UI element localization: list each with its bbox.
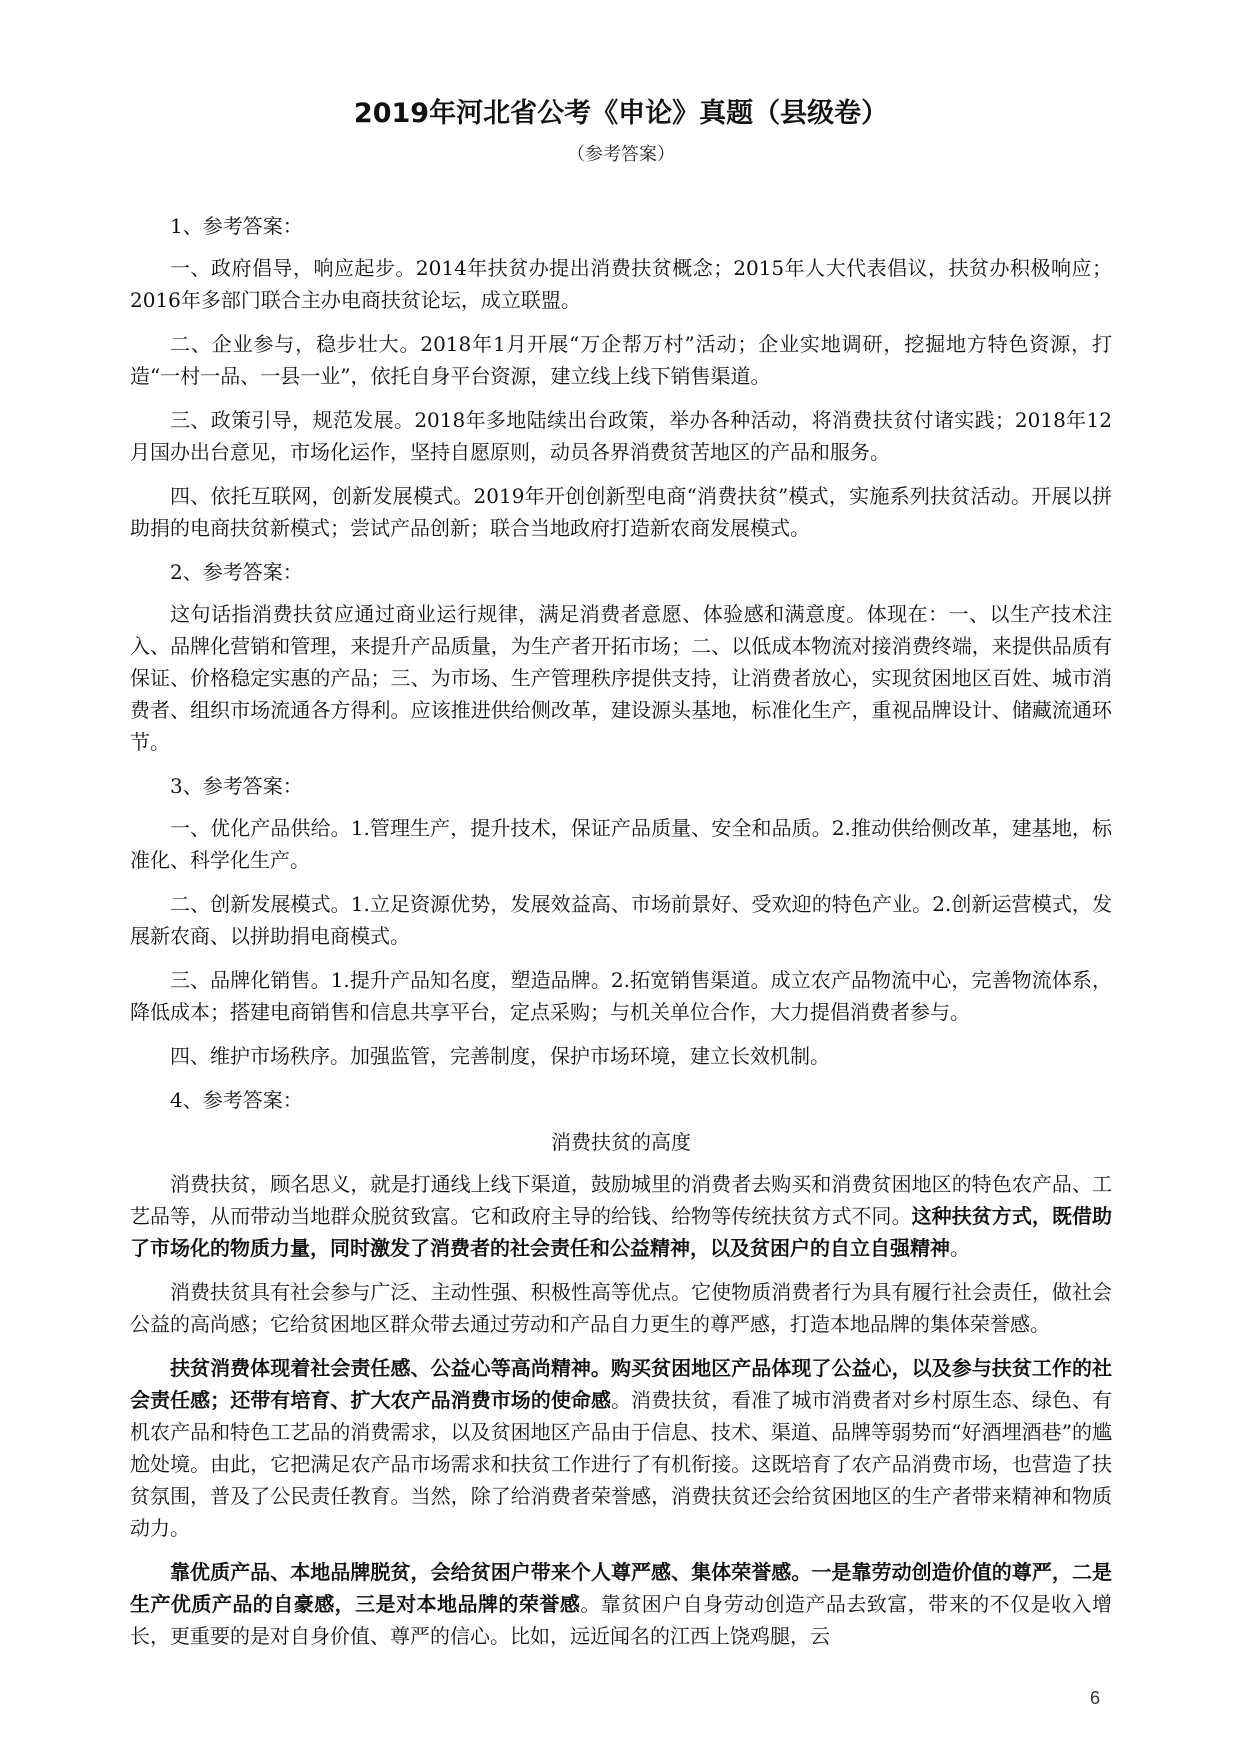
- essay-paragraph-1: [130, 1168, 1112, 1264]
- section-2-paragraph-1: 这句话指消费扶贫应通过商业运行规律，满足消费者意愿、体验感和满意度。体现在：一、以生产技术注入、品牌化营销和管理，来提升产品质量，为生产者开拓市场；二、以低成本物流对接消费终端，来提供品质有保证、价格稳定实惠的产品；三、为市场、生产管理秩序提供支持，让消费者放心，实现贫困地区百姓、城市消费者、组织市场流通各方得利。应该推进供给侧改革，建设源头基地，标准化生产，重视品牌设计、储藏流通环节。: [130, 602, 1112, 754]
- essay-paragraph-1-text: 消费扶贫，顾名思义，就是打通线上线下渠道，鼓励城里的消费者去购买和消费贫困地区的特色农产品、工艺品等，从而带动当地群众脱贫致富。它和政府主导的给钱、给物等传统扶贫方式不同。: [130, 1172, 1112, 1228]
- section-3-heading: 3、参考答案：: [170, 774, 303, 798]
- essay-paragraph-2: 消费扶贫具有社会参与广泛、主动性强、积极性高等优点。它使物质消费者行为具有履行社会责任，做社会公益的高尚感；它给贫困地区群众带去通过劳动和产品自力更生的尊严感，打造本地品牌的集体荣誉感。: [130, 1280, 1112, 1336]
- section-3-paragraph-3: 三、品牌化销售。1.提升产品知名度，塑造品牌。2.拓宽销售渠道。成立农产品物流中心，完善物流体系，降低成本；搭建电商销售和信息共享平台，定点采购；与机关单位合作，大力提倡消费者参与。: [130, 968, 1112, 1024]
- essay-paragraph-3-bold-1: 扶贫消费体现着社会责任感、公益心等高尚精神: [170, 1356, 591, 1380]
- section-3-paragraph-1: 一、优化产品供给。1.管理生产，提升技术，保证产品质量、安全和品质。2.推动供给侧改革，建基地，标准化、科学化生产。: [130, 816, 1112, 872]
- essay-paragraph-1-bold: 这种扶贫方式，既借助了市场化的物质力量，同时激发了消费者的社会责任和公益精神，以及贫困户的自立自强精神: [130, 1204, 1113, 1260]
- section-3-paragraph-4: 四、维护市场秩序。加强监管，完善制度，保护市场环境，建立长效机制。: [170, 1044, 830, 1068]
- essay-paragraph-4-text: 。靠贫困户自身劳动创造产品去致富，带来的不仅是收入增长，更重要的是对自身价值、尊严的信心。比如，远近闻名的江西上饶鸡腿，云: [130, 1592, 1113, 1648]
- section-1-heading: 1、参考答案：: [170, 214, 303, 238]
- essay-paragraph-4: [130, 1556, 1112, 1652]
- document-title: 2019年河北省公考《申论》真题（县级卷）: [353, 98, 889, 129]
- section-1-paragraph-1: 一、政府倡导，响应起步。2014年扶贫办提出消费扶贫概念；2015年人大代表倡议，扶贫办积极响应；2016年多部门联合主办电商扶贫论坛，成立联盟。: [130, 256, 1112, 312]
- essay-paragraph-3-text: 。消费扶贫，看准了城市消费者对乡村原生态、绿色、有机农产品和特色工艺品的消费需求，以及贫困地区产品由于信息、技术、渠道、品牌等弱势而“好酒埋酒巷”的尴尬处境。由此，它把满足农产品市场需求和扶贫工作进行了有机衔接。这既培育了农产品消费市场，也营造了扶贫氛围，普及了公民责任教育。当然，除了给消费者荣誉感，消费扶贫还会给贫困地区的生产者带来精神和物质动力。: [130, 1388, 1112, 1540]
- essay-paragraph-3: [130, 1352, 1112, 1544]
- section-4-heading: 4、参考答案：: [170, 1088, 303, 1112]
- section-1-paragraph-4: 四、依托互联网，创新发展模式。2019年开创创新型电商“消费扶贫”模式，实施系列扶贫活动。开展以拼助捐的电商扶贫新模式；尝试产品创新；联合当地政府打造新农商发展模式。: [130, 484, 1112, 540]
- essay-title: 消费扶贫的高度: [551, 1130, 691, 1154]
- section-2-heading: 2、参考答案：: [170, 560, 303, 584]
- document-subtitle: （参考答案）: [567, 144, 675, 165]
- essay-paragraph-4-bold: 靠优质产品、本地品牌脱贫，会给贫困户带来个人尊严感、集体荣誉感。一是靠劳动创造价值的尊严，二是生产优质产品的自豪感，三是对本地品牌的荣誉感: [130, 1560, 1112, 1616]
- essay-paragraph-3-mid: 。: [590, 1356, 611, 1380]
- section-1-paragraph-2: 二、企业参与，稳步壮大。2018年1月开展“万企帮万村”活动；企业实地调研，挖掘地方特色资源，打造“一村一品、一县一业”，依托自身平台资源，建立线上线下销售渠道。: [130, 332, 1112, 388]
- section-3-paragraph-2: 二、创新发展模式。1.立足资源优势，发展效益高、市场前景好、受欢迎的特色产业。2.创新运营模式，发展新农商、以拼助捐电商模式。: [130, 892, 1112, 948]
- document-page: [130, 96, 1112, 1664]
- essay-paragraph-1-end: 。: [950, 1236, 970, 1260]
- essay-paragraph-3-bold-2: 购买贫困地区产品体现了公益心，以及参与扶贫工作的社会责任感；还带有培育、扩大农产品消费市场的使命感: [130, 1356, 1113, 1412]
- page-number: 6: [1089, 1688, 1100, 1708]
- section-1-paragraph-3: 三、政策引导，规范发展。2018年多地陆续出台政策，举办各种活动，将消费扶贫付诸实践；2018年12月国办出台意见，市场化运作，坚持自愿原则，动员各界消费贫苦地区的产品和服务。: [130, 408, 1112, 464]
